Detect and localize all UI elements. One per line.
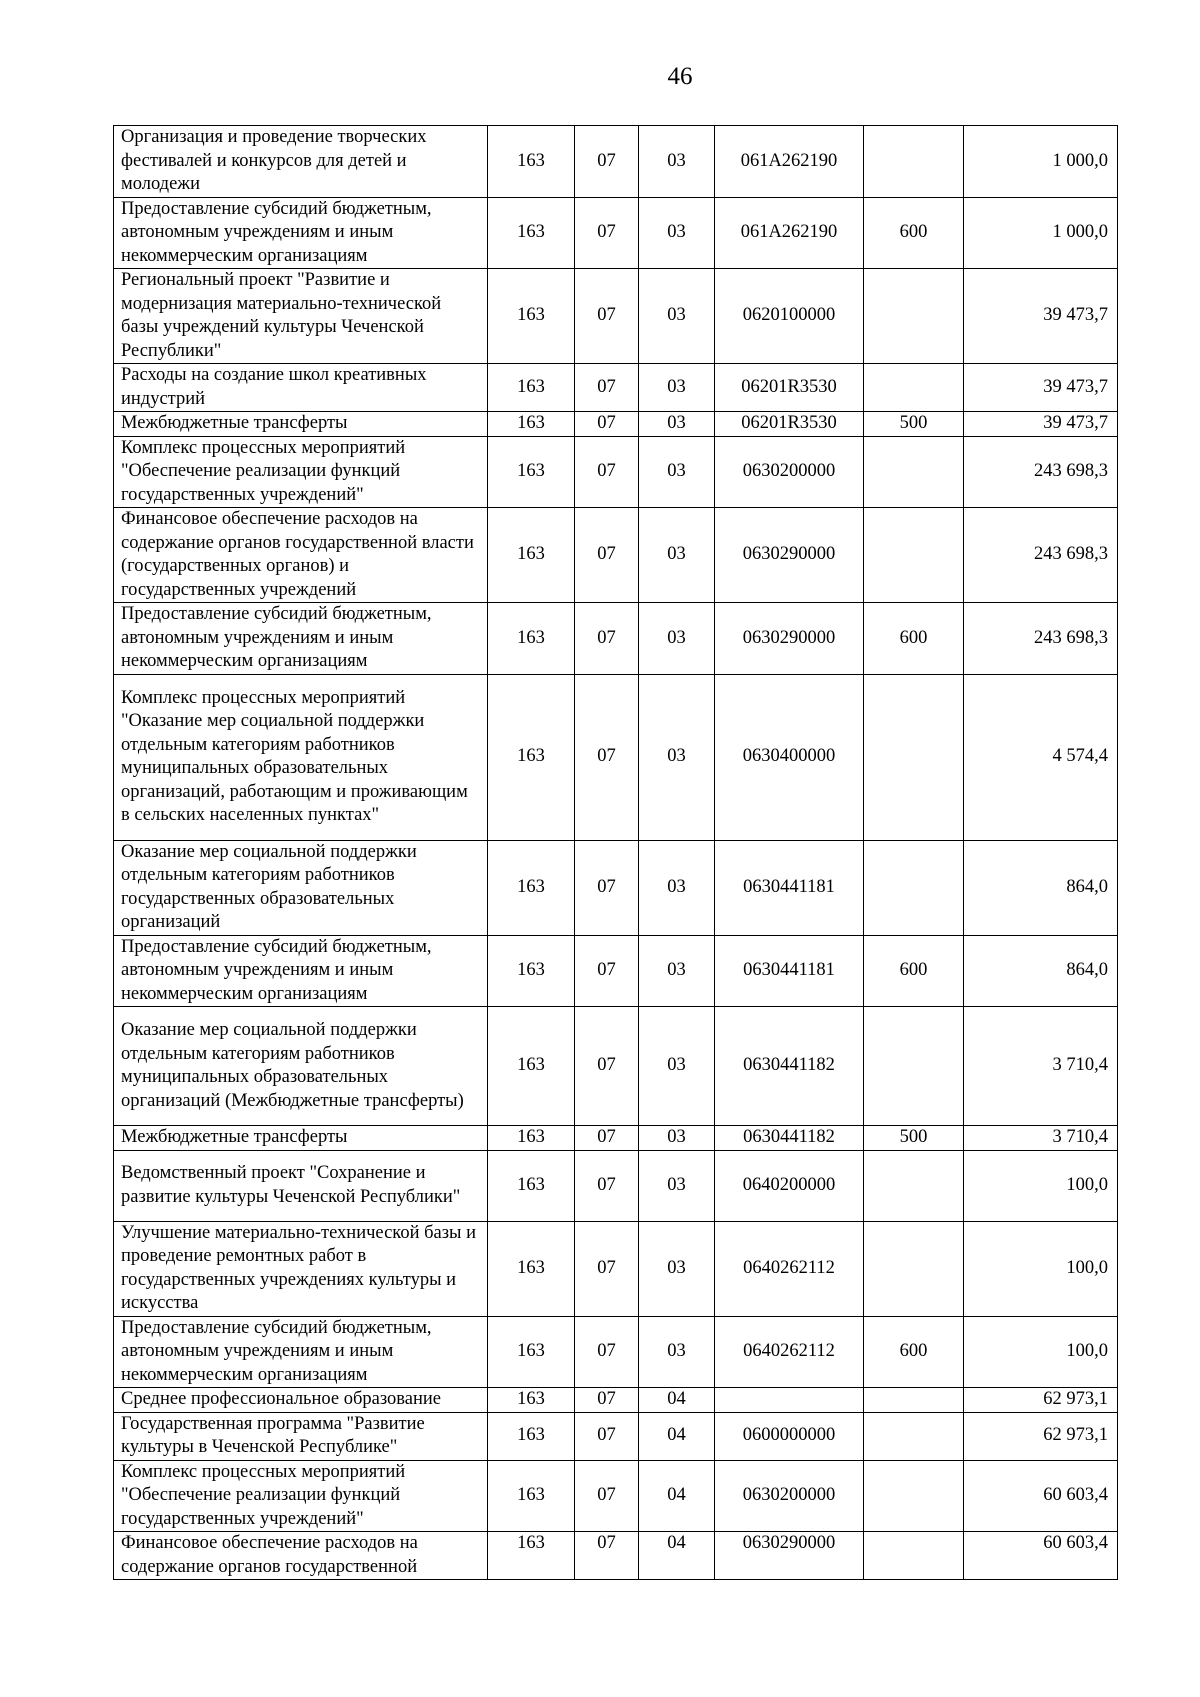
target-article-cell: 0640262112 xyxy=(715,1316,864,1388)
amount-cell: 62 973,1 xyxy=(964,1412,1118,1460)
amount-cell: 864,0 xyxy=(964,840,1118,935)
amount-cell: 243 698,3 xyxy=(964,603,1118,675)
amount-cell: 243 698,3 xyxy=(964,436,1118,508)
ministry-code-cell: 163 xyxy=(488,1126,575,1151)
section-code-cell: 07 xyxy=(575,436,639,508)
table-row xyxy=(114,508,1118,603)
section-code-cell: 07 xyxy=(575,197,639,269)
table-row xyxy=(114,269,1118,364)
amount-cell: 1 000,0 xyxy=(964,197,1118,269)
expense-type-cell xyxy=(864,1007,964,1126)
section-code-cell: 07 xyxy=(575,1150,639,1221)
expense-type-cell xyxy=(864,508,964,603)
subsection-code-cell: 03 xyxy=(639,197,715,269)
target-article-cell: 0600000000 xyxy=(715,1412,864,1460)
expense-name-cell: Оказание мер социальной поддержки отдельным категориям работников государственных образовательных организаций xyxy=(114,840,488,935)
target-article-cell: 061A262190 xyxy=(715,197,864,269)
section-code-cell: 07 xyxy=(575,1532,639,1580)
expense-name-cell: Оказание мер социальной поддержки отдельным категориям работников муниципальных образовательных организаций (Межбюджетные трансферты) xyxy=(114,1007,488,1126)
subsection-code-cell: 03 xyxy=(639,935,715,1007)
expense-type-cell: 600 xyxy=(864,935,964,1007)
ministry-code-cell: 163 xyxy=(488,674,575,840)
expense-type-cell xyxy=(864,269,964,364)
section-code-cell: 07 xyxy=(575,1007,639,1126)
section-code-cell: 07 xyxy=(575,412,639,437)
expense-name-cell: Ведомственный проект "Сохранение и развитие культуры Чеченской Республики" xyxy=(114,1150,488,1221)
ministry-code-cell: 163 xyxy=(488,603,575,675)
target-article-cell: 0630441182 xyxy=(715,1126,864,1151)
target-article-cell: 0630290000 xyxy=(715,508,864,603)
ministry-code-cell: 163 xyxy=(488,508,575,603)
table-row xyxy=(114,674,1118,840)
table-row xyxy=(114,1126,1118,1151)
expense-type-cell: 600 xyxy=(864,1316,964,1388)
target-article-cell: 0630441181 xyxy=(715,840,864,935)
section-code-cell: 07 xyxy=(575,1126,639,1151)
ministry-code-cell: 163 xyxy=(488,126,575,198)
subsection-code-cell: 03 xyxy=(639,603,715,675)
subsection-code-cell: 04 xyxy=(639,1412,715,1460)
subsection-code-cell: 03 xyxy=(639,1007,715,1126)
ministry-code-cell: 163 xyxy=(488,436,575,508)
amount-cell: 60 603,4 xyxy=(964,1532,1118,1580)
ministry-code-cell: 163 xyxy=(488,412,575,437)
expense-name-cell: Расходы на создание школ креативных индустрий xyxy=(114,364,488,412)
expense-type-cell: 500 xyxy=(864,1126,964,1151)
expense-type-cell: 600 xyxy=(864,197,964,269)
budget-table xyxy=(113,125,1118,1580)
expense-type-cell xyxy=(864,1221,964,1316)
table-row xyxy=(114,126,1118,198)
subsection-code-cell: 03 xyxy=(639,436,715,508)
expense-name-cell: Межбюджетные трансферты xyxy=(114,412,488,437)
expense-type-cell: 500 xyxy=(864,412,964,437)
subsection-code-cell: 03 xyxy=(639,840,715,935)
table-row xyxy=(114,1460,1118,1532)
expense-type-cell xyxy=(864,364,964,412)
table-row xyxy=(114,1150,1118,1221)
expense-name-cell: Предоставление субсидий бюджетным, автономным учреждениям и иным некоммерческим организациям xyxy=(114,935,488,1007)
table-row xyxy=(114,935,1118,1007)
expense-name-cell: Предоставление субсидий бюджетным, автономным учреждениям и иным некоммерческим организациям xyxy=(114,197,488,269)
ministry-code-cell: 163 xyxy=(488,197,575,269)
target-article-cell: 0630290000 xyxy=(715,603,864,675)
amount-cell: 1 000,0 xyxy=(964,126,1118,198)
subsection-code-cell: 03 xyxy=(639,1316,715,1388)
table-row xyxy=(114,1221,1118,1316)
subsection-code-cell: 03 xyxy=(639,1126,715,1151)
target-article-cell: 0640200000 xyxy=(715,1150,864,1221)
section-code-cell: 07 xyxy=(575,1316,639,1388)
subsection-code-cell: 03 xyxy=(639,364,715,412)
section-code-cell: 07 xyxy=(575,508,639,603)
expense-name-cell: Финансовое обеспечение расходов на содержание органов государственной xyxy=(114,1532,488,1580)
target-article-cell: 06201R3530 xyxy=(715,412,864,437)
target-article-cell: 0630200000 xyxy=(715,436,864,508)
ministry-code-cell: 163 xyxy=(488,935,575,1007)
expense-type-cell xyxy=(864,1460,964,1532)
section-code-cell: 07 xyxy=(575,935,639,1007)
amount-cell: 100,0 xyxy=(964,1316,1118,1388)
target-article-cell: 0620100000 xyxy=(715,269,864,364)
budget-table-body xyxy=(114,126,1118,1580)
subsection-code-cell: 04 xyxy=(639,1388,715,1413)
target-article-cell: 0630441181 xyxy=(715,935,864,1007)
ministry-code-cell: 163 xyxy=(488,1460,575,1532)
amount-cell: 100,0 xyxy=(964,1150,1118,1221)
table-row xyxy=(114,1532,1118,1580)
target-article-cell: 0630290000 xyxy=(715,1532,864,1580)
expense-type-cell xyxy=(864,840,964,935)
expense-type-cell: 600 xyxy=(864,603,964,675)
amount-cell: 243 698,3 xyxy=(964,508,1118,603)
target-article-cell: 0630200000 xyxy=(715,1460,864,1532)
ministry-code-cell: 163 xyxy=(488,1412,575,1460)
expense-name-cell: Среднее профессиональное образование xyxy=(114,1388,488,1413)
section-code-cell: 07 xyxy=(575,674,639,840)
section-code-cell: 07 xyxy=(575,1412,639,1460)
expense-type-cell xyxy=(864,126,964,198)
expense-type-cell xyxy=(864,1150,964,1221)
target-article-cell: 061A262190 xyxy=(715,126,864,198)
ministry-code-cell: 163 xyxy=(488,1316,575,1388)
table-row xyxy=(114,1388,1118,1413)
expense-type-cell xyxy=(864,1412,964,1460)
amount-cell: 100,0 xyxy=(964,1221,1118,1316)
expense-name-cell: Предоставление субсидий бюджетным, автономным учреждениям и иным некоммерческим организациям xyxy=(114,1316,488,1388)
section-code-cell: 07 xyxy=(575,1388,639,1413)
target-article-cell: 0630400000 xyxy=(715,674,864,840)
table-row xyxy=(114,436,1118,508)
section-code-cell: 07 xyxy=(575,603,639,675)
expense-name-cell: Улучшение материально-технической базы и проведение ремонтных работ в государственных учреждениях культуры и искусства xyxy=(114,1221,488,1316)
amount-cell: 39 473,7 xyxy=(964,269,1118,364)
table-row xyxy=(114,364,1118,412)
amount-cell: 60 603,4 xyxy=(964,1460,1118,1532)
table-row xyxy=(114,1316,1118,1388)
ministry-code-cell: 163 xyxy=(488,269,575,364)
ministry-code-cell: 163 xyxy=(488,1532,575,1580)
table-row xyxy=(114,603,1118,675)
subsection-code-cell: 03 xyxy=(639,269,715,364)
expense-name-cell: Финансовое обеспечение расходов на содержание органов государственной власти (государственных органов) и государственных учреждений xyxy=(114,508,488,603)
expense-name-cell: Комплекс процессных мероприятий "Обеспечение реализации функций государственных учреждений" xyxy=(114,436,488,508)
ministry-code-cell: 163 xyxy=(488,1388,575,1413)
target-article-cell: 06201R3530 xyxy=(715,364,864,412)
subsection-code-cell: 04 xyxy=(639,1532,715,1580)
table-row xyxy=(114,840,1118,935)
table-row xyxy=(114,1007,1118,1126)
section-code-cell: 07 xyxy=(575,364,639,412)
expense-name-cell: Комплекс процессных мероприятий "Оказание мер социальной поддержки отдельным категориям работников муниципальных образовательных организаций, работающим и проживающим в сельских населенных пунктах" xyxy=(114,674,488,840)
amount-cell: 62 973,1 xyxy=(964,1388,1118,1413)
expense-type-cell xyxy=(864,674,964,840)
subsection-code-cell: 03 xyxy=(639,412,715,437)
amount-cell: 3 710,4 xyxy=(964,1126,1118,1151)
expense-name-cell: Комплекс процессных мероприятий "Обеспечение реализации функций государственных учреждений" xyxy=(114,1460,488,1532)
amount-cell: 4 574,4 xyxy=(964,674,1118,840)
subsection-code-cell: 03 xyxy=(639,674,715,840)
expense-type-cell xyxy=(864,1532,964,1580)
ministry-code-cell: 163 xyxy=(488,1221,575,1316)
subsection-code-cell: 03 xyxy=(639,1150,715,1221)
subsection-code-cell: 03 xyxy=(639,508,715,603)
expense-name-cell: Организация и проведение творческих фестивалей и конкурсов для детей и молодежи xyxy=(114,126,488,198)
target-article-cell: 0630441182 xyxy=(715,1007,864,1126)
table-row xyxy=(114,412,1118,437)
expense-name-cell: Межбюджетные трансферты xyxy=(114,1126,488,1151)
page-number: 46 xyxy=(667,63,693,90)
amount-cell: 39 473,7 xyxy=(964,364,1118,412)
subsection-code-cell: 04 xyxy=(639,1460,715,1532)
subsection-code-cell: 03 xyxy=(639,126,715,198)
expense-name-cell: Государственная программа "Развитие культуры в Чеченской Республике" xyxy=(114,1412,488,1460)
ministry-code-cell: 163 xyxy=(488,1150,575,1221)
subsection-code-cell: 03 xyxy=(639,1221,715,1316)
table-row xyxy=(114,197,1118,269)
expense-type-cell xyxy=(864,1388,964,1413)
ministry-code-cell: 163 xyxy=(488,364,575,412)
table-row xyxy=(114,1412,1118,1460)
target-article-cell xyxy=(715,1388,864,1413)
expense-name-cell: Региональный проект "Развитие и модернизация материально-технической базы учреждений культуры Чеченской Республики" xyxy=(114,269,488,364)
ministry-code-cell: 163 xyxy=(488,1007,575,1126)
amount-cell: 3 710,4 xyxy=(964,1007,1118,1126)
section-code-cell: 07 xyxy=(575,126,639,198)
section-code-cell: 07 xyxy=(575,1221,639,1316)
target-article-cell: 0640262112 xyxy=(715,1221,864,1316)
section-code-cell: 07 xyxy=(575,1460,639,1532)
amount-cell: 39 473,7 xyxy=(964,412,1118,437)
expense-name-cell: Предоставление субсидий бюджетным, автономным учреждениям и иным некоммерческим организациям xyxy=(114,603,488,675)
section-code-cell: 07 xyxy=(575,269,639,364)
expense-type-cell xyxy=(864,436,964,508)
amount-cell: 864,0 xyxy=(964,935,1118,1007)
section-code-cell: 07 xyxy=(575,840,639,935)
ministry-code-cell: 163 xyxy=(488,840,575,935)
